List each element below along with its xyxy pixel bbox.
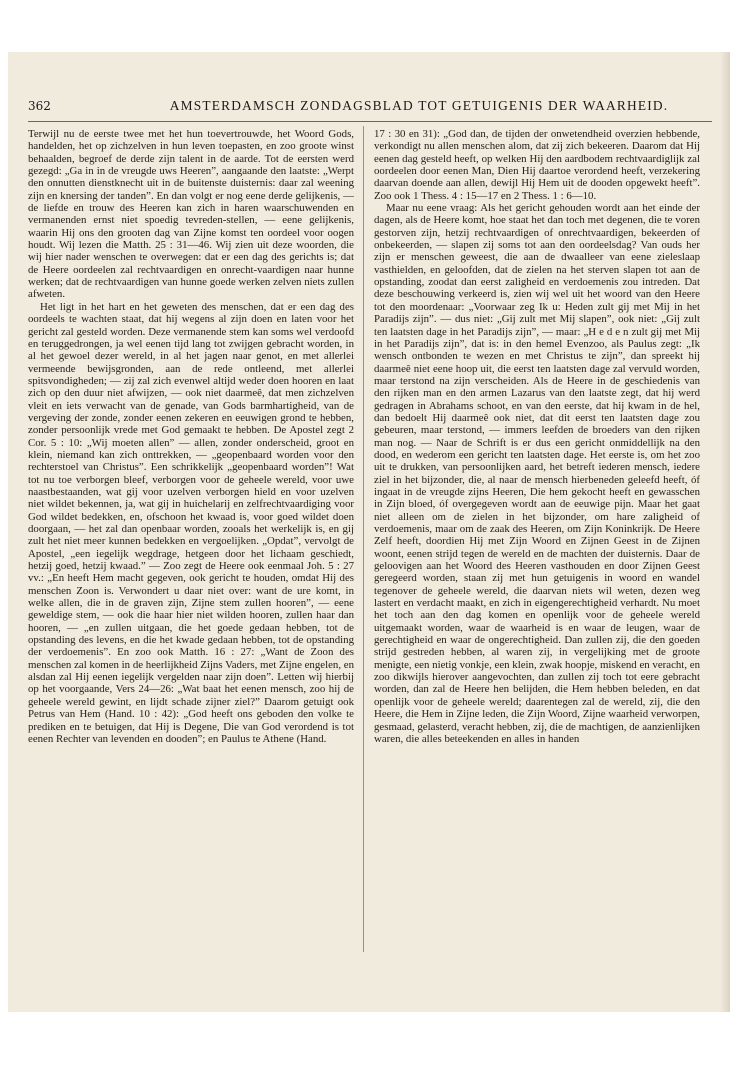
paragraph: Het ligt in het hart en het geweten des menschen, dat er een dag des oordeels te wachten staat, dat hij wegens al zijn doen en laten voor het gericht zal gesteld worden. Deze vermanende stem kan soms wel verdoofd en teruggedrongen, ja wel eenen tijd lang tot zwijgen gebracht worden, in al het gewoel dezer wereld, in al het jagen naar genot, en met allerlei vermeende bewijsgronden, aan de rede ontleend, met allerlei spitsvondigheden; — zij zal zich evenwel altijd weder doen hooren en laat zich op den duur niet afwijzen, — ook niet daarmeê, dat men zichzelven vleit en iets verwacht van de genade, van Gods barmhartigheid, van de vergeving der zonde, zonder eenen zekeren en eeuwigen grond te hebben, zonder persoonlijk vrede met God gemaakt te hebben. De Apostel zegt 2 Cor. 5 : 10: „Wij moeten allen” — allen, zonder onderscheid, groot en klein, niemand kan zich onttrekken, — „geopenbaard worden voor den rechterstoel van Christus”. Een schrikkelijk „geopenbaard worden”! Wat tot nu toe verborgen bleef, verborgen voor de geheele wereld, voor uwe naastbestaanden, wat gij voor uzelven verborgen hield en voor uzelven niet wildet bekennen, ja, wat gij in huichelarij en zelfrechtvaardiging voor God wildet bedekken, en, ofschoon het kwaad is, voor goed wildet doen doorgaan, — het zal dan openbaar worden, zooals het werkelijk is, en gij zult het niet meer kunnen bedekken en vergoelijken. „Opdat”, vervolgt de Apostel, „een iegelijk wegdrage, hetgeen door het lichaam geschiedt, hetzij goed, hetzij kwaad.” — Zoo zegt de Heere ook eenmaal Joh. 5 : 27 vv.: „En heeft Hem macht gegeven, ook gericht te houden, omdat Hij des menschen Zoon is. Verwondert u daar niet over: want de ure komt, in welke allen, die in de graven zijn, Zijne stem zullen hooren”, — eene geweldige stem, — ook die haar hier niet wilden hooren, zullen haar dan hooren, — „en zullen uitgaan, die het goede gedaan hebben, tot de opstanding des levens, en die het kwade gedaan hebben, tot de opstanding der verdoemenis”. En zoo ook Matth. 16 : 27: „Want de Zoon des menschen zal komen in de heerlijkheid Zijns Vaders, met Zijne engelen, en alsdan zal Hij eenen iegelijk vergelden naar zijn doen”. Letten wij hierbij op het voorgaande, Vers 24—26: „Wat baat het eenen mensch, zoo hij de geheele wereld gewint, en lijdt schade zijner ziel?” Daarom getuigt ook Petrus van Hem (Hand. 10 : 42): „God heeft ons geboden den volke te prediken en te betuigen, dat Hij is Degene, Die van God verordend is tot eenen Rechter van levenden en dooden”; en Paulus te Athene (Hand.: [28, 300, 354, 745]
newspaper-page: [8, 52, 730, 1012]
page-number: 362: [28, 99, 51, 113]
running-title: AMSTERDAMSCH ZONDAGSBLAD TOT GETUIGENIS DER WAARHEID.: [169, 98, 669, 113]
paragraph: 17 : 30 en 31): „God dan, de tijden der onwetendheid overzien hebbende, verkondigt nu allen menschen alom, dat zij zich bekeeren. Daarom dat Hij eenen dag gesteld heeft, op welken Hij den aardbodem rechtvaardiglijk zal oordeelen door eenen Man, Dien Hij daartoe verordend heeft, verzekering daarvan doende aan allen, dewijl Hij Hem uit de dooden opgewekt heeft”. Zoo ook 1 Thess. 4 : 15—17 en 2 Thess. 1 : 6—10.: [374, 128, 700, 202]
page-edge-shadow: [720, 52, 730, 1012]
page-header: [28, 97, 712, 122]
paragraph: Maar nu eene vraag: Als het gericht gehouden wordt aan het einde der dagen, als de Heere komt, hoe staat het dan toch met degenen, die te voren gestorven zijn, hetzij rechtvaardigen of onrechtvaardigen, bekeerden of onbekeerden, — slapen zij soms tot aan den oordeelsdag? Van ouds her zijn er menschen geweest, die aan de dwaalleer van eene zieleslaap vasthielden, en geloofden, dat de zielen na het sterven slapen tot aan de opstanding, zoodat dan eerst zaligheid en verdoemenis zou intreden. Dat deze beschouwing verkeerd is, zien wij wel uit het woord van den Heere tot den moordenaar: „Voorwaar zeg Ik u: Heden zult gij met Mij in het Paradijs zijn”. — dus niet: „Gij zult met Mij slapen”, ook niet: „Gij zult ten laatsten dage in het Paradijs zijn”, — maar: „H e d e n zult gij met Mij in het Paradijs zijn”, dat is: in den hemel Evenzoo, als Paulus zegt: „Ik wensch ontbonden te wezen en met Christus te zijn”, dan spreekt hij daarmeê niet eene hoop uit, die eerst ten laatsten dage zal vervuld worden, maar terstond na zijn verscheiden. Als de Heere in de geschiedenis van den rijken man en den armen Lazarus van den laatste zegt, dat hij werd gedragen in Abrahams schoot, en van den eerste, dat hij kwam in de hel, dan bedoelt Hij daarmeê ook niet, dat dit eerst ten laatsten dage zou gebeuren, maar terstond, — immers leefden de broeders van den rijken man nog. — Naar de Schrift is er dus een gericht onmiddellijk na den dood, en wederom een gericht ten laatsten dage. Het eerste is, om het zoo uit te drukken, van persoonlijken aard, het betreft iederen mensch, iedere ziel in het bijzonder, die, al naar de mensch hierbeneden geleefd heeft, óf ingaat in de vreugde zijns Heeren, Die hem gekocht heeft en gewasschen in Zijn bloed, óf overgegeven wordt aan de eeuwige pijn. Maar het gaat niet alleen om de zielen in het bijzonder, om hare zaligheid of verdoemenis, maar om de zaak des Heeren, om Zijn Koninkrijk. De Heere Zelf heeft, doordien Hij met Zijn Woord en Zijnen Geest in de Zijnen woont, eenen strijd tegen de wereld en de machten der duisternis. Daar de geloovigen aan het Woord des Heeren vasthouden en door Zijnen Geest geregeerd worden, staan zij met hun getuigenis in woord en wandel tegenover de geheele wereld, die daarvan niets wil weten, dezen weg lastert en verdacht maakt, en zich in eigengerechtigheid verhardt. Nu moet het toch aan den dag komen en openlijk voor de geheele wereld uitgemaakt worden, waar de waarheid is en waar de leugen, waar de gerechtigheid en waar de ongerechtigheid. Dan zullen zij, die den goeden strijd gestreden hebben, al waren zij, in vergelijking met de groote menigte, een nietig vonkje, een klein, zwak hoopje, miskend en veracht, en zoo dikwijls hierover aangevochten, dan zullen zij toch tot eere gebracht worden, dan zal de Heere hen belijden, die Hem hebben beleden, en dat openlijk voor de geheele wereld; daarentegen zal de wereld, zij, die den Heere, die Hem in Zijne leden, die Zijn Woord, Zijne waarheid verworpen, gesmaad, gelasterd, veracht hebben, zij, die de machtigen, de aanzienlijken waren, die alles beteekenden en alles in handen: [374, 202, 700, 745]
column-divider: [363, 126, 364, 952]
right-column: [374, 128, 700, 954]
left-column: [28, 128, 354, 954]
paragraph: Terwijl nu de eerste twee met het hun toevertrouwde, het Woord Gods, handelden, het op zichzelven in hun leven toepasten, en zoo groote winst behaalden, begroef de derde zijn talent in de aarde. Tot de eersten werd gezegd: „Ga in in de vreugde uws Heeren”, aangaande den laatste: „Werpt den onnutten dienstknecht uit in de buitenste duisternis: daar zal weening zijn en knersing der tanden”. En dan volgt er nog eene derde gelijkenis, — de liefde en trouw des Heeren kan zich in haren waarschuwenden en vermanenden ernst niet spoedig tevreden-stellen, — eene gelijkenis, waarin Hij ons den grooten dag van Zijne komst ten oordeel voor oogen houdt. Wij lezen die Matth. 25 : 31—46. Wij zien uit deze woorden, die wij hier nader wenschen te overwegen: dat er een dag des gerichts is; dat de Heere oordeelen zal rechtvaardigen en onrecht-vaardigen naar hunne werken; dat de rechtvaardigen van hunne goede werken zelven niets zullen afweten.: [28, 128, 354, 301]
